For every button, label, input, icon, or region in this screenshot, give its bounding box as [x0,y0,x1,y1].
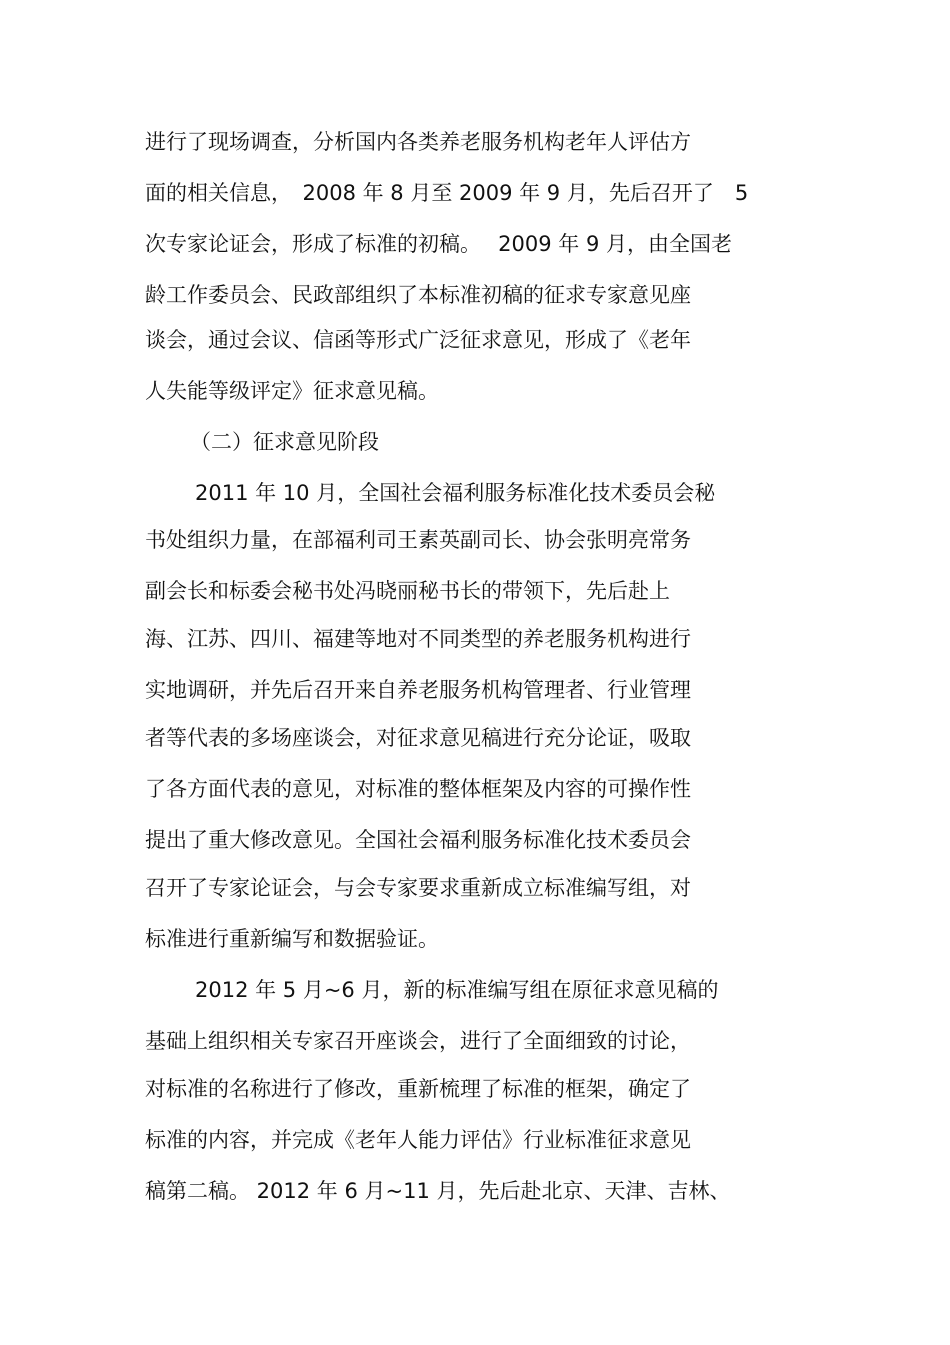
paragraph-line: 标准的内容，并完成《老年人能力评估》行业标准征求意见 [145,1128,691,1152]
paragraph-line: 标准进行重新编写和数据验证。 [145,927,439,951]
paragraph-line: 2011 年 10 月，全国社会福利服务标准化技术委员会秘 [195,481,716,505]
paragraph-line: 基础上组织相关专家召开座谈会，进行了全面细致的讨论， [145,1029,691,1053]
paragraph-line: 面的相关信息， 2008 年 8 月至 2009 年 9 月，先后召开了 5 [145,181,749,205]
paragraph-line: 龄工作委员会、民政部组织了本标准初稿的征求专家意见座 [145,283,691,307]
paragraph-line: 者等代表的多场座谈会，对征求意见稿进行充分论证，吸取 [145,726,691,750]
paragraph-line: 副会长和标委会秘书处冯晓丽秘书长的带领下，先后赴上 [145,579,670,603]
paragraph-line: 海、江苏、四川、福建等地对不同类型的养老服务机构进行 [145,627,691,651]
paragraph-line: 稿第二稿。 2012 年 6 月~11 月，先后赴北京、天津、吉林、 [145,1179,731,1203]
section-heading: （二）征求意见阶段 [190,430,379,454]
paragraph-line: 人失能等级评定》征求意见稿。 [145,379,439,403]
paragraph-line: 谈会，通过会议、信函等形式广泛征求意见，形成了《老年 [145,328,691,352]
paragraph-line: 次专家论证会，形成了标准的初稿。 2009 年 9 月，由全国老 [145,232,733,256]
paragraph-line: 提出了重大修改意见。全国社会福利服务标准化技术委员会 [145,828,691,852]
paragraph-line: 实地调研，并先后召开来自养老服务机构管理者、行业管理 [145,678,691,702]
paragraph-line: 对标准的名称进行了修改，重新梳理了标准的框架，确定了 [145,1077,691,1101]
paragraph-line: 书处组织力量，在部福利司王素英副司长、协会张明亮常务 [145,528,691,552]
paragraph-line: 召开了专家论证会，与会专家要求重新成立标准编写组，对 [145,876,691,900]
paragraph-line: 2012 年 5 月~6 月，新的标准编写组在原征求意见稿的 [195,978,719,1002]
paragraph-line: 了各方面代表的意见，对标准的整体框架及内容的可操作性 [145,777,691,801]
paragraph-line: 进行了现场调查，分析国内各类养老服务机构老年人评估方 [145,130,691,154]
